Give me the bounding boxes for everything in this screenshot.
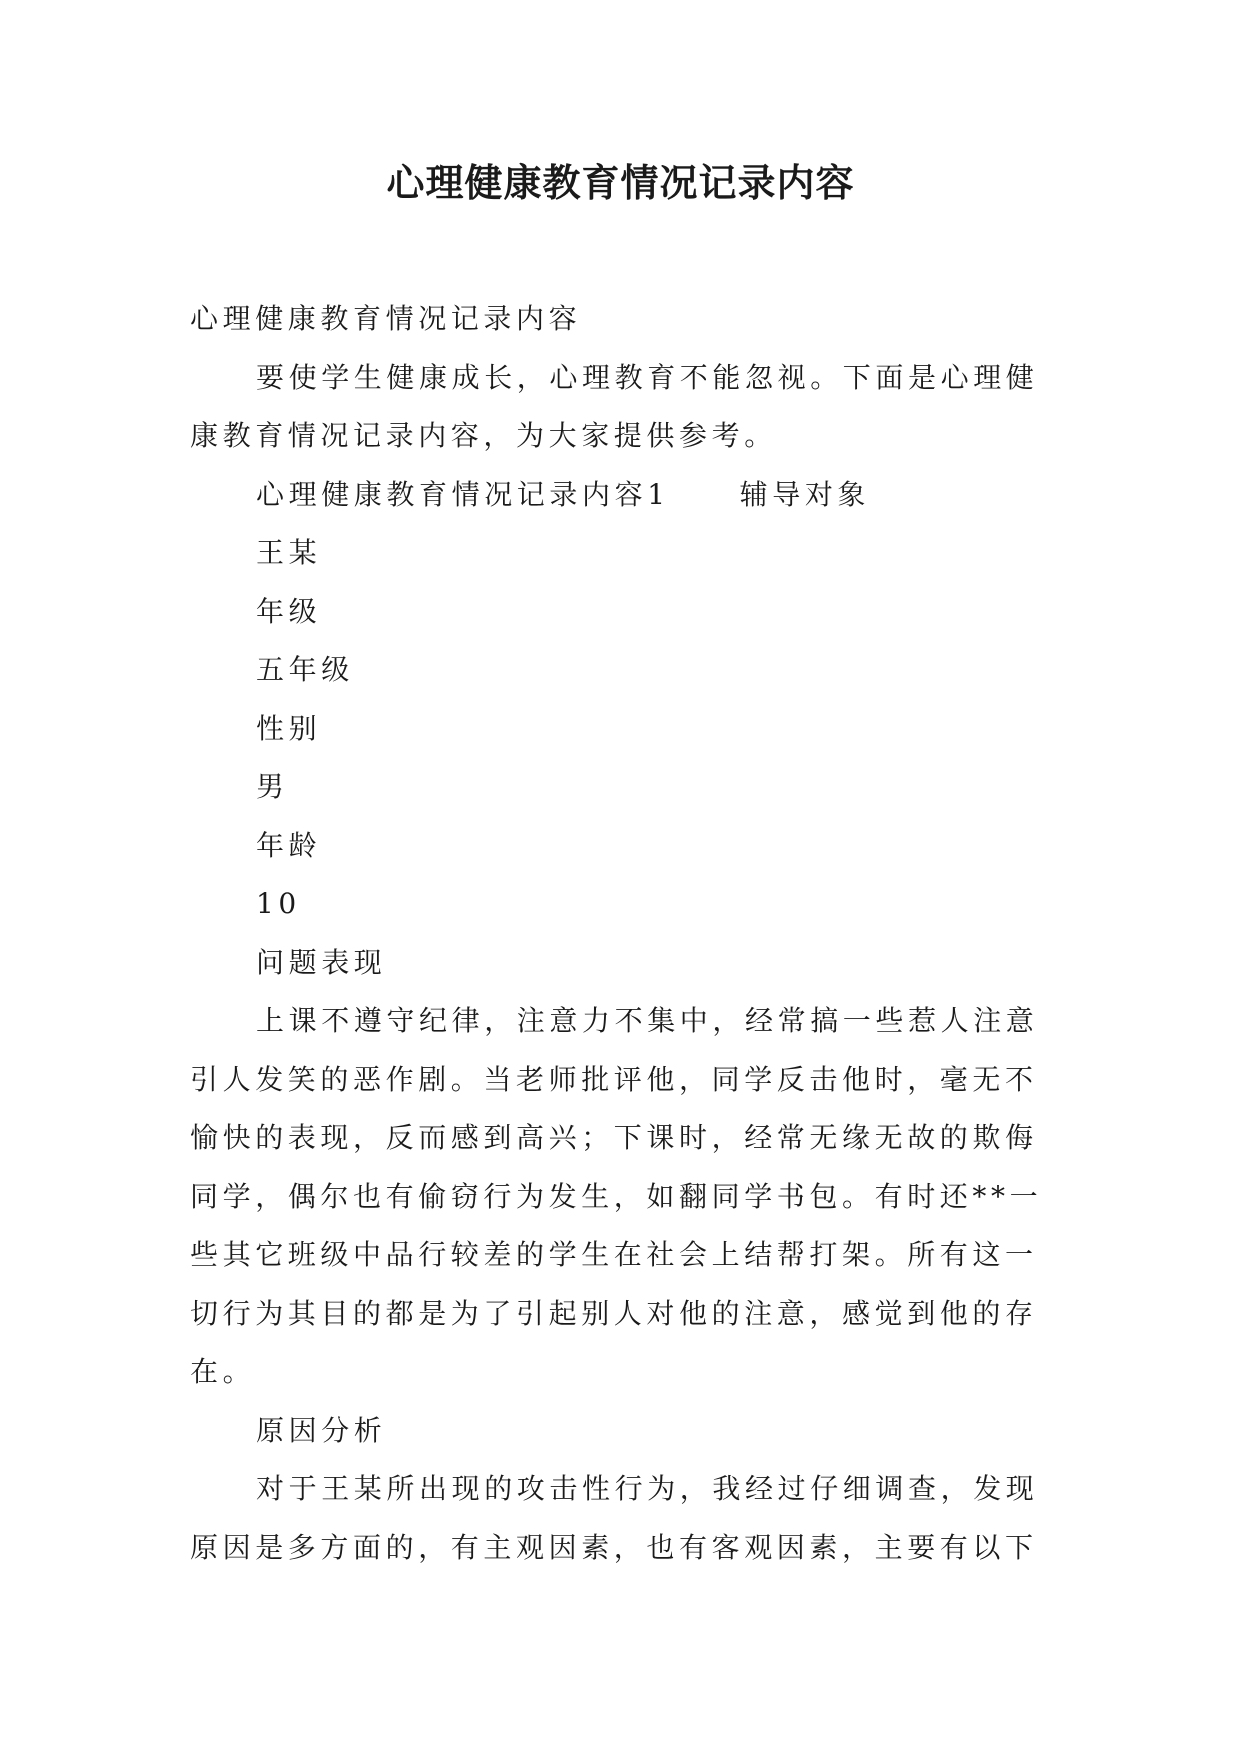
analysis-paragraph: 对于王某所出现的攻击性行为，我经过仔细调查，发现原因是多方面的，有主观因素，也有客观因素，主要有以下 [190,1472,1039,1564]
field-value-subject: 王某 [256,536,322,569]
field-label-grade: 年级 [256,594,322,628]
section-heading: 心理健康教育情况记录内容1 [256,477,670,511]
document-title: 心理健康教育情况记录内容 [386,160,855,205]
field-label-age: 年龄 [256,828,322,862]
field-label-problem: 问题表现 [256,945,387,979]
field-label-gender: 性别 [256,711,322,745]
field-label-analysis: 原因分析 [256,1413,387,1447]
problem-paragraph: 上课不遵守纪律，注意力不集中，经常搞一些惹人注意引人发笑的恶作剧。当老师批评他，同学反击他时，毫无不愉快的表现，反而感到高兴；下课时，经常无缘无故的欺侮同学，偶尔也有偷窃行为发生，如翻同学书包。有时还**一些其它班级中品行较差的学生在社会上结帮打架。所有这一切行为其目的都是为了引起别人对他的注意，感觉到他的存在。 [190,1004,1043,1388]
field-value-grade: 五年级 [256,653,354,686]
subtitle-line: 心理健康教育情况记录内容 [190,302,582,335]
field-value-age: 10 [256,887,301,920]
field-value-gender: 男 [256,770,289,803]
section-heading-line [190,466,1052,525]
intro-paragraph: 要使学生健康成长，心理教育不能忽视。下面是心理健康教育情况记录内容，为大家提供参考。 [190,360,1039,452]
field-label-subject: 辅导对象 [739,477,871,511]
document-body [190,290,1052,1577]
